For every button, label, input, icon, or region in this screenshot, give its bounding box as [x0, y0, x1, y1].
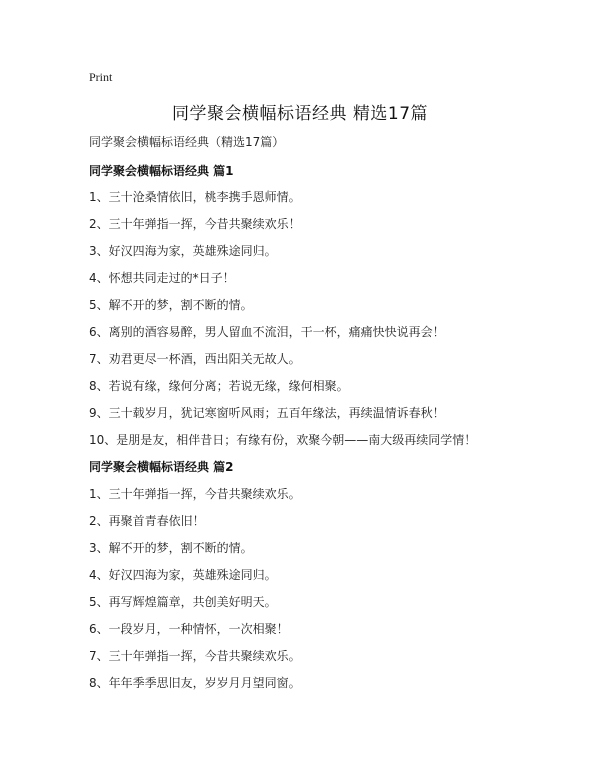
section-heading-1: 同学聚会横幅标语经典 篇1: [89, 164, 234, 178]
list-item: 5、再写辉煌篇章，共创美好明天。: [89, 595, 277, 609]
list-item: 10、是朋是友，相伴昔日；有缘有份，欢聚今朝——南大级再续同学情！: [89, 433, 477, 447]
list-item: 8、年年季季思旧友，岁岁月月望同窗。: [89, 676, 301, 690]
list-item: 6、离别的酒容易醉，男人留血不流泪，干一杯，痛痛快快说再会！: [89, 325, 445, 339]
list-item: 7、三十年弹指一挥，今昔共聚续欢乐。: [89, 649, 301, 663]
list-item: 4、怀想共同走过的*日子！: [89, 271, 235, 285]
print-label: Print: [89, 70, 113, 84]
section-heading-2: 同学聚会横幅标语经典 篇2: [89, 460, 234, 474]
list-item: 5、解不开的梦，割不断的情。: [89, 298, 253, 312]
list-item: 4、好汉四海为家，英雄殊途同归。: [89, 568, 277, 582]
list-item: 2、三十年弹指一挥，今昔共聚续欢乐！: [89, 217, 301, 231]
list-item: 1、三十沧桑情依旧，桃李携手恩师情。: [89, 190, 301, 204]
list-item: 3、解不开的梦，割不断的情。: [89, 541, 253, 555]
list-item: 3、好汉四海为家，英雄殊途同归。: [89, 244, 277, 258]
document-subtitle: 同学聚会横幅标语经典（精选17篇）: [89, 135, 285, 149]
document-title: 同学聚会横幅标语经典 精选17篇: [171, 104, 429, 124]
list-item: 2、再聚首青春依旧！: [89, 514, 205, 528]
list-item: 8、若说有缘，缘何分离；若说无缘，缘何相聚。: [89, 379, 349, 393]
list-item: 9、三十载岁月，犹记寒窗听风雨；五百年缘法，再续温情诉春秋！: [89, 406, 445, 420]
list-item: 7、劝君更尽一杯酒，西出阳关无故人。: [89, 352, 301, 366]
list-item: 1、三十年弹指一挥，今昔共聚续欢乐。: [89, 487, 301, 501]
list-item: 6、一段岁月，一种情怀，一次相聚！: [89, 622, 289, 636]
